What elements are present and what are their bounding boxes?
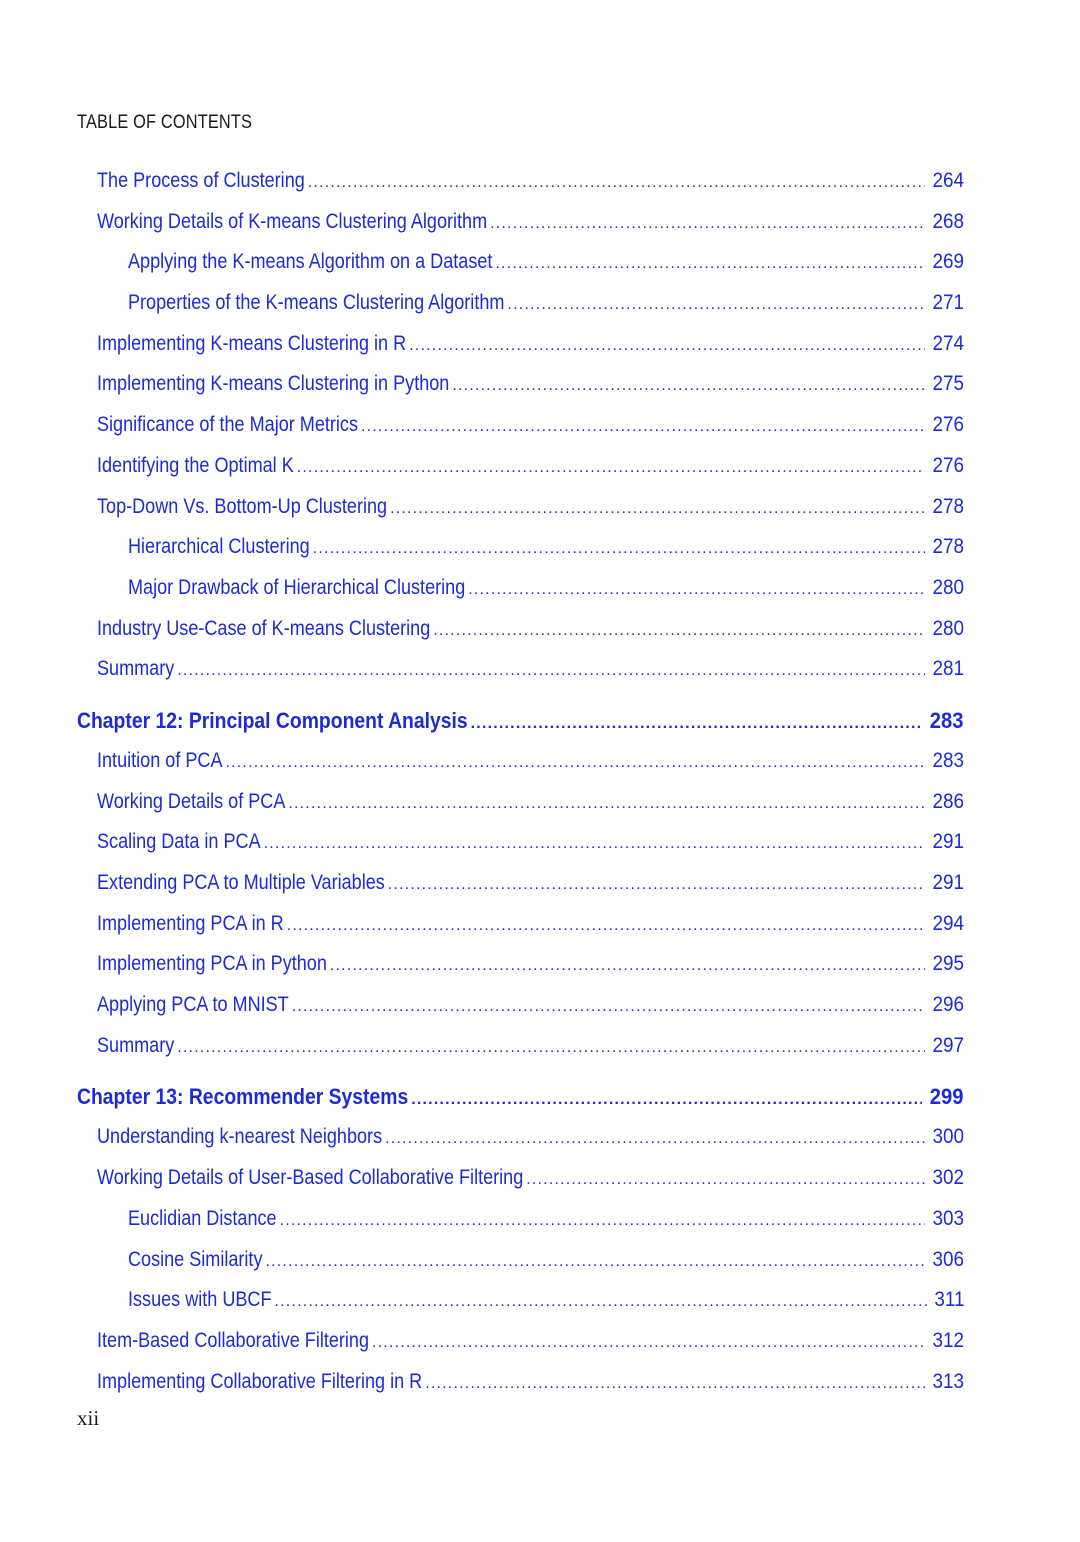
toc-entry[interactable]: [77, 782, 964, 823]
dot-leader: [526, 1160, 925, 1201]
dot-leader: [288, 784, 925, 825]
dot-leader: [372, 1323, 925, 1364]
toc-entry-title: Major Drawback of Hierarchical Clustering: [128, 575, 466, 599]
toc-entry-page: 299: [930, 1084, 964, 1110]
toc-entry-title: Summary: [97, 1033, 175, 1057]
toc-entry-page: 271: [932, 291, 964, 315]
dot-leader: [411, 1079, 922, 1120]
toc-entry[interactable]: [77, 741, 964, 782]
dot-leader: [361, 407, 925, 448]
dot-leader: [330, 946, 925, 987]
dot-leader: [390, 489, 925, 530]
toc-entry-title: Hierarchical Clustering: [128, 535, 310, 559]
toc-entry-title: Cosine Similarity: [128, 1247, 263, 1271]
toc-entry-title: Extending PCA to Multiple Variables: [97, 871, 385, 894]
toc-entry[interactable]: [77, 1321, 964, 1362]
toc-entry-page: 291: [932, 871, 964, 894]
toc-entry[interactable]: [77, 161, 964, 202]
toc-entry-title: Identifying the Optimal K: [97, 453, 294, 477]
toc-entry-title: Item-Based Collaborative Filtering: [97, 1328, 370, 1352]
dot-leader: [468, 570, 925, 611]
toc-entry-title: Top-Down Vs. Bottom-Up Clustering: [97, 494, 388, 518]
toc-entry-title: Implementing PCA in R: [97, 911, 284, 935]
toc-entry-title: Implementing Collaborative Filtering in R: [97, 1369, 423, 1393]
toc-entry-page: 276: [932, 453, 964, 477]
dot-leader: [225, 743, 924, 784]
running-head: TABLE OF CONTENTS: [77, 112, 253, 133]
toc-entry-page: 312: [932, 1328, 964, 1352]
toc-entry-page: 274: [932, 331, 964, 355]
toc-entry-title: Working Details of K-means Clustering Algorithm: [97, 209, 488, 233]
dot-leader: [452, 366, 925, 407]
dot-leader: [425, 1364, 925, 1405]
toc-entry[interactable]: [77, 527, 964, 568]
toc-chapter-entry[interactable]: [77, 1076, 964, 1117]
toc-entry-page: 295: [932, 952, 964, 976]
table-of-contents: [77, 161, 964, 1402]
toc-entry[interactable]: [77, 1026, 964, 1067]
dot-leader: [308, 163, 925, 204]
dot-leader: [297, 448, 925, 489]
toc-entry-title: Chapter 13: Recommender Systems: [77, 1084, 409, 1110]
toc-entry-title: Implementing K-means Clustering in R: [97, 331, 407, 355]
toc-entry-title: Summary: [97, 657, 175, 681]
toc-entry[interactable]: [77, 944, 964, 985]
dot-leader: [388, 865, 925, 906]
dot-leader: [385, 1119, 925, 1160]
dot-leader: [177, 651, 925, 692]
toc-entry-title: Scaling Data in PCA: [97, 830, 261, 854]
toc-entry-title: Applying the K-means Algorithm on a Dataset: [128, 250, 493, 274]
toc-entry[interactable]: [77, 863, 964, 904]
dot-leader: [177, 1028, 925, 1069]
toc-entry-title: Euclidian Distance: [128, 1206, 277, 1230]
toc-entry-page: 276: [932, 413, 964, 437]
toc-entry[interactable]: [77, 985, 964, 1026]
toc-entry-page: 280: [932, 575, 964, 599]
dot-leader: [409, 326, 925, 367]
toc-entry[interactable]: [77, 446, 964, 487]
toc-chapter-entry[interactable]: [77, 700, 964, 741]
toc-entry-page: 300: [932, 1125, 964, 1149]
toc-entry-page: 302: [932, 1166, 964, 1190]
toc-entry-page: 294: [932, 911, 964, 935]
toc-entry-page: 283: [930, 707, 964, 733]
toc-entry-page: 296: [932, 993, 964, 1017]
toc-entry-page: 269: [932, 250, 964, 274]
toc-entry-title: Implementing K-means Clustering in Python: [97, 372, 450, 396]
toc-entry-page: 281: [932, 657, 964, 681]
toc-entry-title: Intuition of PCA: [97, 748, 223, 772]
toc-entry-title: Understanding k-nearest Neighbors: [97, 1125, 383, 1149]
toc-entry-page: 280: [932, 616, 964, 640]
toc-entry-page: 313: [932, 1369, 964, 1393]
toc-entry[interactable]: [77, 568, 964, 609]
dot-leader: [433, 611, 925, 652]
dot-leader: [280, 1201, 925, 1242]
toc-entry[interactable]: [77, 202, 964, 243]
toc-entry-title: Implementing PCA in Python: [97, 952, 327, 976]
toc-entry-title: Industry Use-Case of K-means Clustering: [97, 616, 431, 640]
toc-entry[interactable]: [77, 1280, 964, 1321]
toc-entry-page: 297: [932, 1033, 964, 1057]
toc-entry-page: 286: [932, 789, 964, 813]
dot-leader: [292, 987, 925, 1028]
toc-entry[interactable]: [77, 405, 964, 446]
toc-entry-page: 303: [932, 1206, 964, 1230]
toc-entry-page: 264: [932, 169, 964, 192]
dot-leader: [507, 285, 925, 326]
toc-entry[interactable]: [77, 1158, 964, 1199]
toc-entry[interactable]: [77, 283, 964, 324]
dot-leader: [265, 1242, 924, 1283]
toc-entry-page: 268: [932, 209, 964, 233]
toc-entry-page: 291: [932, 830, 964, 854]
toc-entry[interactable]: [77, 609, 964, 650]
dot-leader: [471, 703, 923, 744]
dot-leader: [495, 244, 925, 285]
toc-entry-title: Working Details of PCA: [97, 789, 286, 813]
dot-leader: [287, 906, 925, 947]
dot-leader: [490, 204, 925, 245]
toc-entry-title: Working Details of User-Based Collaborative Filtering: [97, 1166, 524, 1190]
toc-entry[interactable]: [77, 822, 964, 863]
toc-entry-page: 306: [932, 1247, 964, 1271]
toc-entry[interactable]: [77, 649, 964, 690]
toc-entry[interactable]: [77, 487, 964, 528]
toc-entry[interactable]: [77, 324, 964, 365]
toc-entry-page: 283: [932, 748, 964, 772]
toc-entry[interactable]: [77, 1199, 964, 1240]
toc-entry[interactable]: [77, 904, 964, 945]
toc-entry[interactable]: [77, 1117, 964, 1158]
dot-leader: [275, 1282, 927, 1323]
page-number: xii: [77, 1406, 100, 1430]
toc-entry-title: The Process of Clustering: [97, 169, 305, 192]
toc-entry-page: 311: [933, 1288, 964, 1312]
toc-entry-page: 275: [932, 372, 964, 396]
dot-leader: [313, 529, 925, 570]
toc-entry-page: 278: [932, 535, 964, 559]
toc-entry-page: 278: [932, 494, 964, 518]
toc-entry-title: Chapter 12: Principal Component Analysis: [77, 707, 468, 733]
toc-entry-title: Properties of the K-means Clustering Algorithm: [128, 291, 505, 315]
toc-entry-title: Significance of the Major Metrics: [97, 413, 358, 437]
toc-entry[interactable]: [77, 1362, 964, 1403]
toc-entry-title: Applying PCA to MNIST: [97, 993, 289, 1017]
toc-entry[interactable]: [77, 1240, 964, 1281]
toc-entry[interactable]: [77, 242, 964, 283]
toc-entry-title: Issues with UBCF: [128, 1288, 272, 1312]
toc-entry[interactable]: [77, 364, 964, 405]
dot-leader: [264, 824, 925, 865]
